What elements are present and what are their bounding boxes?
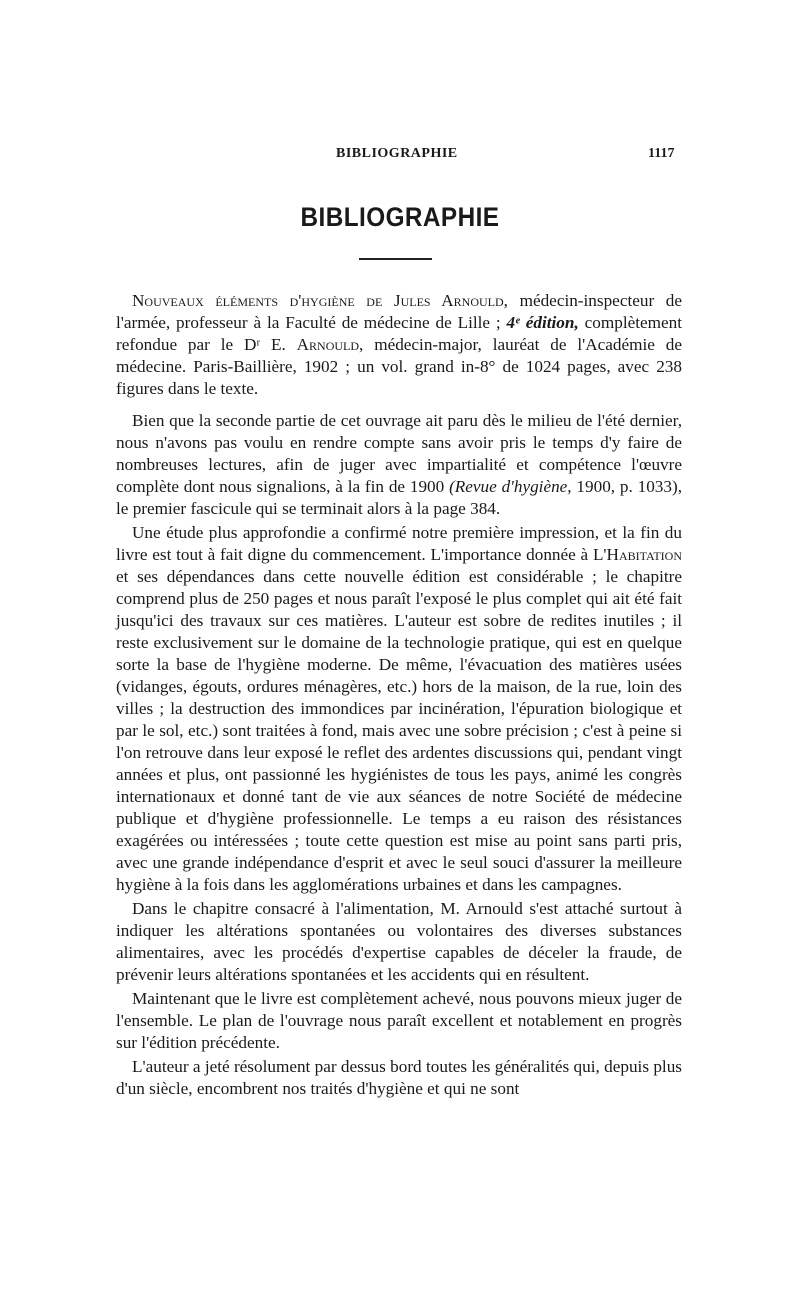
- paragraph-3: Dans le chapitre consacré à l'alimentation, M. Arnould s'est attaché surtout à indiquer les altérations spontanées ou volontaires des diverses substances alimentaires, avec les procédés d'expertise capables de déceler la fraude, de prévenir leurs altérations spontanées et les accidents qui en résultent.: [116, 899, 682, 984]
- paragraph-1-text-b: 1900, p. 1033), le premier fascicule qui se terminait alors à la page 384.: [116, 477, 682, 518]
- journal-reference: (Revue d'hygiène,: [449, 477, 572, 496]
- paragraph-2: [116, 522, 682, 896]
- habitation-term: Habitation: [606, 545, 682, 564]
- body-text: [116, 290, 682, 1100]
- page-number: 1117: [648, 146, 675, 161]
- editor-name: Arnould,: [296, 335, 364, 354]
- citation-paragraph: [116, 290, 682, 400]
- running-head: BIBLIOGRAPHIE: [336, 146, 458, 161]
- paragraph-2-text-b: et ses dépendances dans cette nouvelle édition est considérable ; le chapitre comprend plus de 250 pages et nous paraît l'exposé le plus complet qui ait été fait jusqu'ici des travaux sur ces matières. L'auteur est sobre de redites inutiles ; il reste exclusivement sur le domaine de la technologie pratique, qui est en quelque sorte la base de l'hygiène moderne. De même, l'évacuation des matières usées (vidanges, égouts, ordures ménagères, etc.) hors de la maison, de la rue, loin des villes ; la destruction des immondices par incinération, l'épuration biologique et par le sol, etc.) sont traitées à fond, mais avec une sobre précision ; c'est à peine si l'on retrouve dans leur exposé le reflet des ardentes discussions qui, pendant vingt années et plus, ont passionné les hygiénistes de tous les pays, animé les congrès internationaux et donné tant de vie aux séances de notre Société de médecine publique et d'hygiène professionnelle. Le temps a eu raison des résistances exagérées ou intéressées ; toute cette question est mise au point sans parti pris, avec une grande indépendance d'esprit et avec le seul souci d'assurer la meilleure hygiène à la fois dans les agglomérations urbaines et dans les campagnes.: [116, 567, 682, 894]
- citation-text-b: complètement refondue par le Dʳ E.: [116, 313, 682, 354]
- paragraph-2-text-a: Une étude plus approfondie a confirmé notre première impression, et la fin du livre est tout à fait digne du commencement. L'importance donnée à L': [116, 523, 682, 564]
- book-title: Nouveaux éléments d'hygiène de Jules Arnould,: [132, 291, 508, 310]
- paragraph-1: [116, 410, 682, 520]
- section-title: BIBLIOGRAPHIE: [300, 202, 500, 232]
- paragraph-1-text-a: Bien que la seconde partie de cet ouvrage ait paru dès le milieu de l'été dernier, nous n'avons pas voulu en rendre compte sans avoir pris le temps d'y faire de nombreuses lectures, afin de juger avec impartialité et compétence l'œuvre complète dont nous signalions, à la fin de 1900: [116, 411, 682, 496]
- paragraph-4: Maintenant que le livre est complètement achevé, nous pouvons mieux juger de l'ensemble. Le plan de l'ouvrage nous paraît excellent et notablement en progrès sur l'édition précédente.: [116, 989, 682, 1052]
- title-rule: [359, 258, 432, 260]
- paragraph-5: L'auteur a jeté résolument par dessus bord toutes les généralités qui, depuis plus d'un siècle, encombrent nos traités d'hygiène et qui ne sont: [116, 1057, 682, 1098]
- edition: 4ᵉ édition,: [506, 313, 579, 332]
- citation-text-c: médecin-major, lauréat de l'Académie de médecine. Paris-Baillière, 1902 ; un vol. grand in-8° de 1024 pages, avec 238 figures dans le texte.: [116, 335, 682, 398]
- citation-text-a: médecin-inspecteur de l'armée, professeur à la Faculté de médecine de Lille ;: [116, 291, 682, 332]
